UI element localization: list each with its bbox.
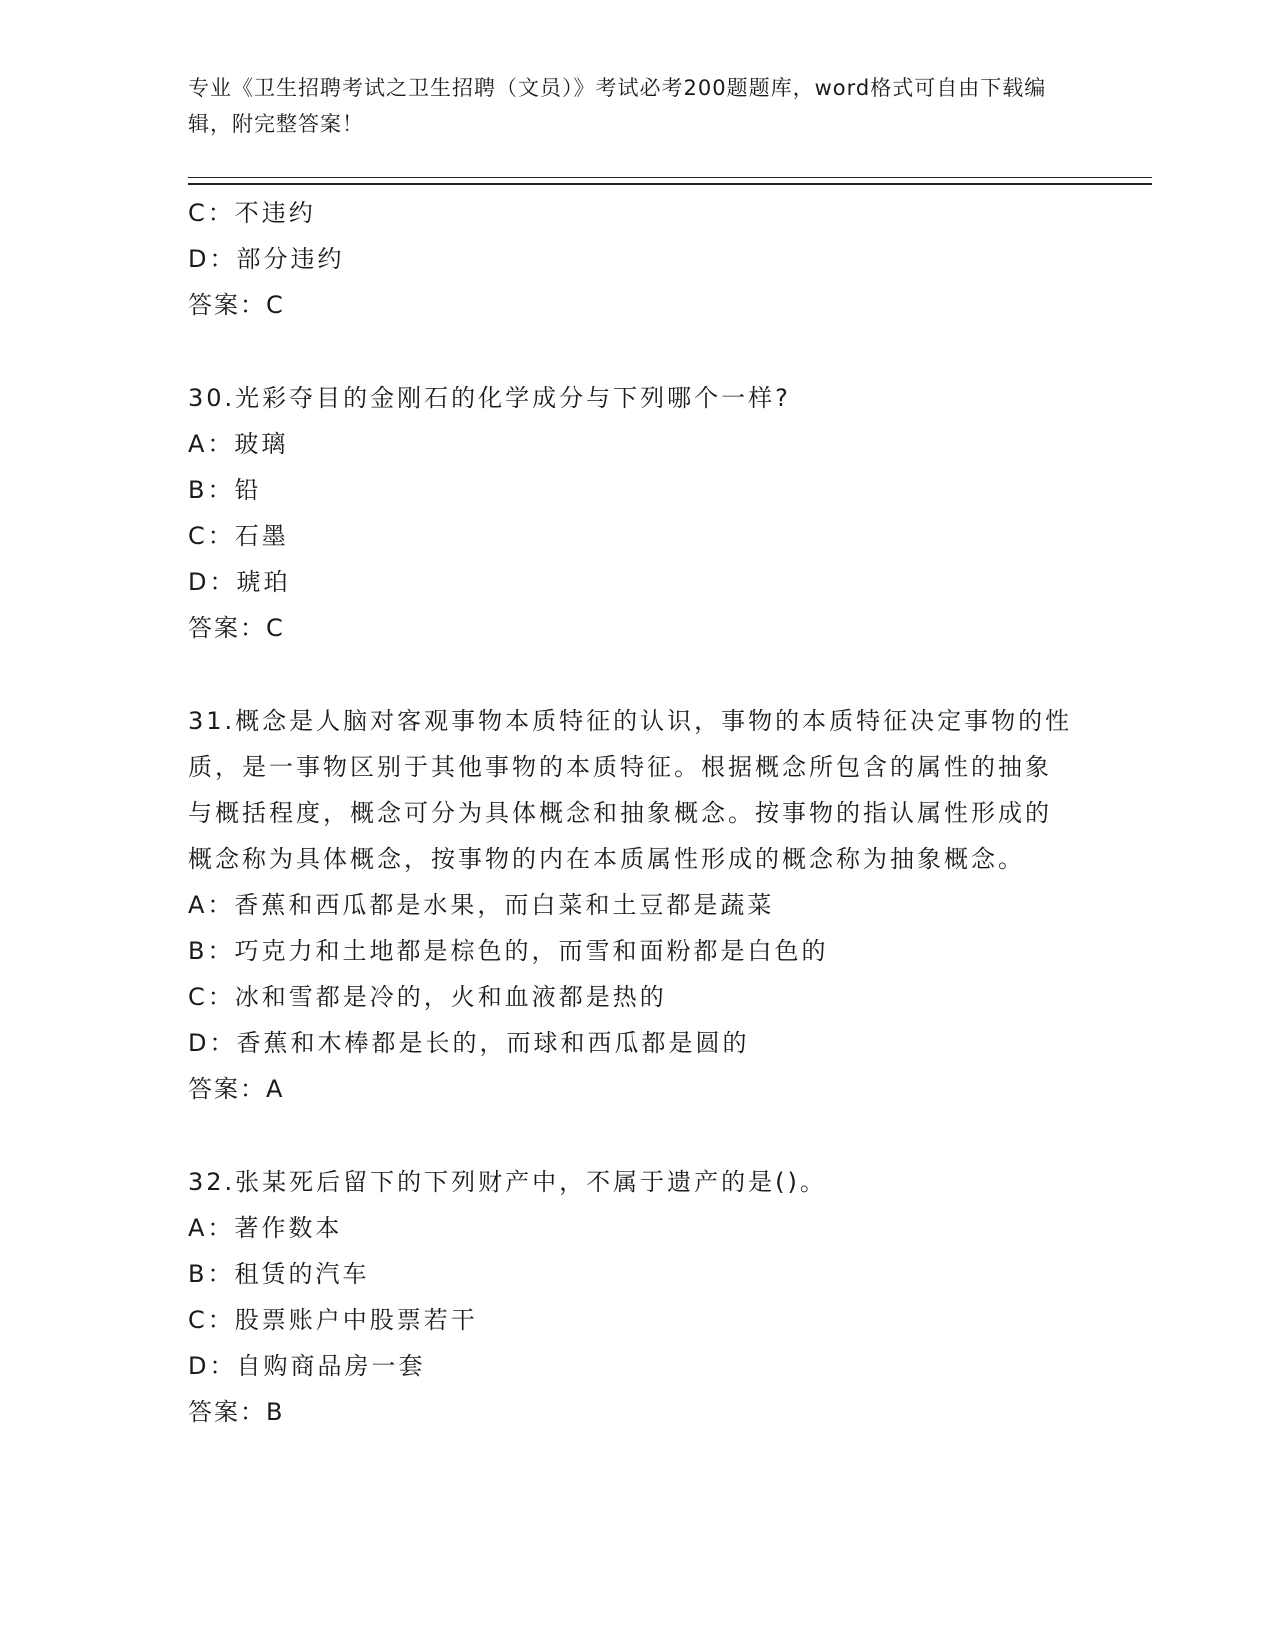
answer-line: 答案：C [188,614,285,642]
answer-line: 答案：A [188,1075,285,1103]
question-32 [188,1159,1088,1435]
document-header [188,70,1068,142]
option-b: B：铅 [188,476,262,504]
answer-line: 答案：C [188,291,285,319]
option-c: C：石墨 [188,522,289,550]
question-30 [188,375,1088,651]
option-d: D：琥珀 [188,568,291,596]
option-c: C：不违约 [188,199,316,227]
option-b: B：巧克力和土地都是棕色的，而雪和面粉都是白色的 [188,937,829,965]
question-list [188,190,1088,1435]
option-d: D：自购商品房一套 [188,1352,426,1380]
header-title: 专业《卫生招聘考试之卫生招聘（文员）》考试必考200题题库，word格式可自由下载编辑，附完整答案！ [188,76,1047,136]
prev-question-block [188,190,1088,328]
option-a: A：玻璃 [188,430,289,458]
option-c: C：股票账户中股票若干 [188,1306,478,1334]
question-31 [188,698,1088,1112]
header-divider-thin [188,177,1152,178]
question-stem: 32.张某死后留下的下列财产中，不属于遗产的是()。 [188,1168,827,1196]
header-divider-thick [188,183,1152,185]
question-stem: 30.光彩夺目的金刚石的化学成分与下列哪个一样? [188,384,791,412]
answer-line: 答案：B [188,1398,285,1426]
option-d: D：部分违约 [188,245,345,273]
option-c: C：冰和雪都是冷的，火和血液都是热的 [188,983,667,1011]
option-a: A：著作数本 [188,1214,343,1242]
option-a: A：香蕉和西瓜都是水果，而白菜和土豆都是蔬菜 [188,891,775,919]
option-b: B：租赁的汽车 [188,1260,370,1288]
option-d: D：香蕉和木棒都是长的，而球和西瓜都是圆的 [188,1029,750,1057]
question-stem: 31.概念是人脑对客观事物本质特征的认识，事物的本质特征决定事物的性质，是一事物区别于其他事物的本质特征。根据概念所包含的属性的抽象与概括程度，概念可分为具体概念和抽象概念。按事物的指认属性形成的概念称为具体概念，按事物的内在本质属性形成的概念称为抽象概念。 [188,707,1073,873]
